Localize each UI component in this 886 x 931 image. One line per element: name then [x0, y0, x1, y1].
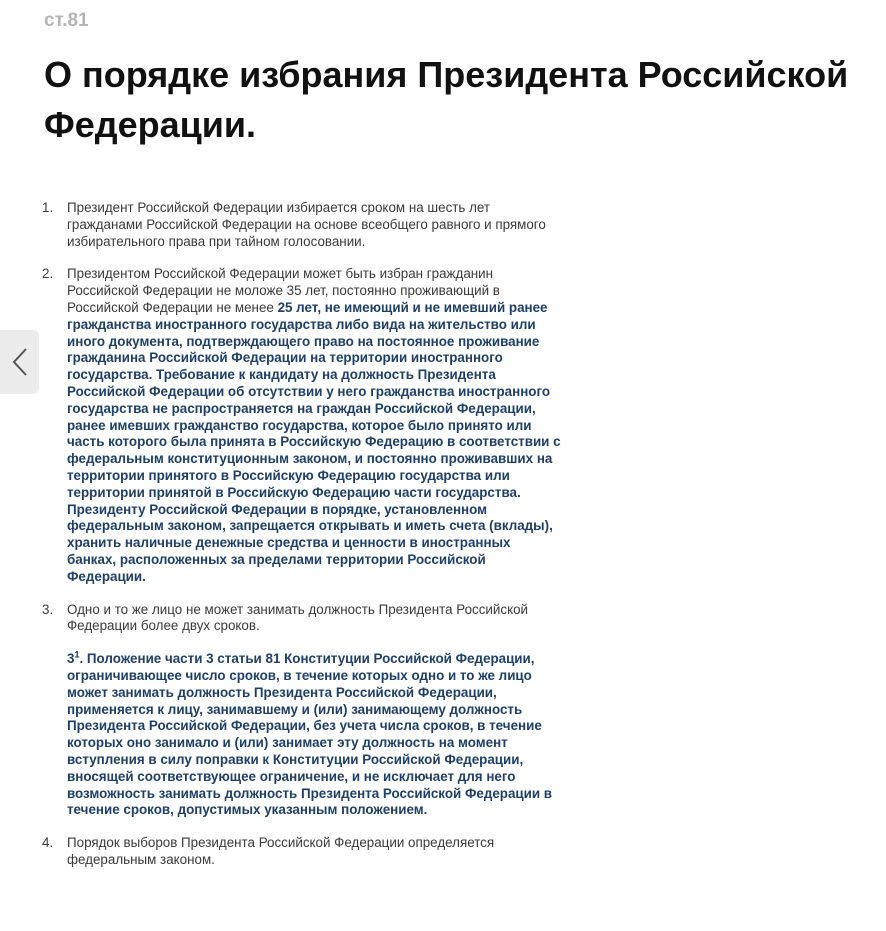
item-number: 2.	[42, 266, 54, 282]
item-text-highlight: 25 лет, не имеющий и не имевший ранее гражданства иностранного государства либо вида на жительство или иного документа, подтверждающего право на постоянное проживание гражданина Российской Федерации на территории иностранного государства. Требование к кандидату на должность Президента Российской Федерации об отсутствии у него гражданства иностранного государства не распространяется на граждан Российской Федерации, ранее имевших гражданство государства, которое было принято или часть которого была принята в Российскую Федерацию в соответствии с федеральным конституционным законом, и постоянно проживавших на территории принятого в Российскую Федерацию государства или территории принятой в Российскую Федерацию части государства. Президенту Российской Федерации в порядке, установленном федеральным законом, запрещается открывать и иметь счета (вклады), хранить наличные денежные средства и ценности в иностранных банках, расположенных за пределами территории Российской Федерации.	[67, 299, 561, 584]
list-item	[42, 200, 562, 250]
item-text: Президент Российской Федерации избирается сроком на шесть лет гражданами Российской Федерации на основе всеобщего равного и прямого избирательного права при тайном голосовании.	[67, 200, 546, 249]
item-number: 1.	[42, 200, 54, 215]
amendment-sup: 1	[74, 649, 80, 660]
page-title: О порядке избрания Президента Российской Федерации.	[44, 54, 849, 145]
list-item	[42, 835, 562, 869]
list-item	[42, 602, 562, 820]
item-text: Порядок выборов Президента Российской Федерации определяется федеральным законом.	[67, 835, 495, 867]
article-body	[42, 200, 562, 885]
item-number: 4.	[42, 835, 54, 851]
item-text	[67, 266, 562, 585]
amendment-body: . Положение части 3 статьи 81 Конституции Российской Федерации, ограничивающее число сроков, в течение которых одно и то же лицо может занимать должность Президента Российской Федерации, применяется к лицу, занимавшему и (или) занимающему должность Президента Российской Федерации, без учета числа сроков, в течение которых оно занимало и (или) занимает эту должность на момент вступления в силу поправки к Конституции Российской Федерации, вносящей соответствующее ограничение, и не исключает для него возможность занимать должность Президента Российской Федерации в течение сроков, допустимых указанным положением.	[67, 651, 553, 818]
article-items-list	[42, 200, 562, 869]
list-item	[42, 266, 562, 585]
item-number: 3.	[42, 601, 54, 617]
chevron-left-icon	[11, 347, 29, 377]
back-button[interactable]	[0, 330, 39, 394]
amendment-text	[67, 651, 562, 819]
item-text-plain: Президентом Российской Федерации может быть избран гражданин Российской Федерации не моложе 35 лет, постоянно проживающий в Российской Федерации не менее	[67, 266, 500, 315]
amendment-base: 3	[67, 651, 75, 667]
article-number: ст.81	[44, 10, 89, 31]
item-text: Одно и то же лицо не может занимать должность Президента Российской Федерации более двух сроков.	[67, 601, 529, 634]
